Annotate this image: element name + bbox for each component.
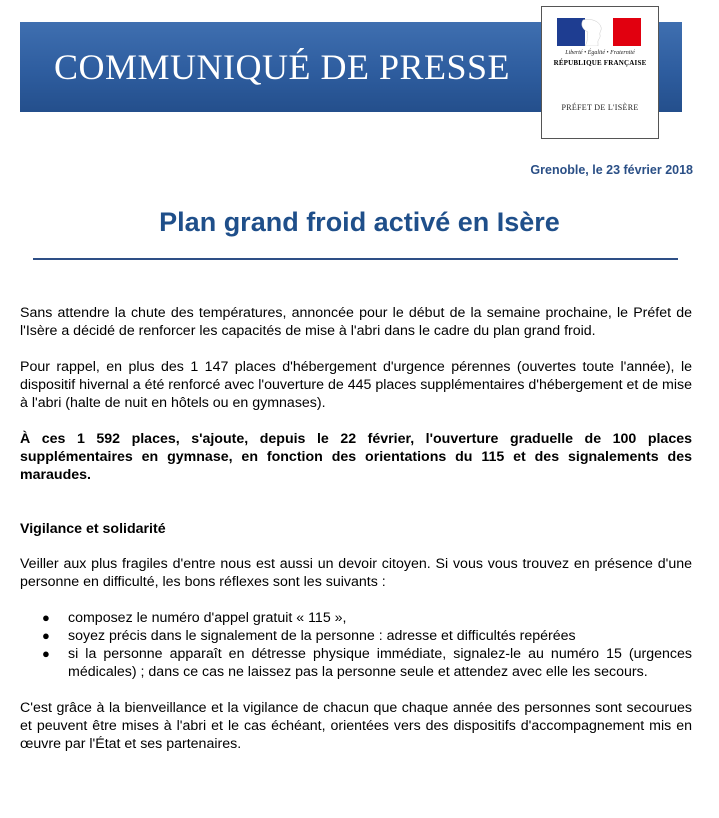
list-item-text: composez le numéro d'appel gratuit « 115 », [68,610,347,626]
paragraph-conclusion: C'est grâce à la bienveillance et la vigilance de chacun que chaque année des personnes sont secourues et peuvent être mises à l'abri et le cas échéant, orientées vers des dispositifs d'accompagnement mis en œuvre par l'État et ses partenaires. [20,700,692,752]
paragraph-intro: Sans attendre la chute des températures, annoncée pour le début de la semaine prochaine, le Préfet de l'Isère a décidé de renforcer les capacités de mise à l'abri dans le cadre du plan grand froid. [20,305,692,339]
bullet-icon: ● [42,646,50,661]
section-heading: Vigilance et solidarité [20,521,166,537]
list-item [20,645,692,681]
tricolor-flag-icon [557,18,641,46]
press-date: Grenoble, le 23 février 2018 [530,163,693,177]
marianne-logo-block [541,6,659,139]
press-body [20,304,692,753]
list-item [20,609,692,627]
paragraph-reminder: Pour rappel, en plus des 1 147 places d'hébergement d'urgence pérennes (ouvertes toute l'année), le dispositif hivernal a été renforcé avec l'ouverture de 445 places supplémentaires d'hébergement et de mise à l'abri (halte de nuit en hôtels ou en gymnases). [20,359,692,411]
reflex-list [20,609,692,681]
bullet-icon: ● [42,610,50,625]
bullet-icon: ● [42,628,50,643]
page-title: Plan grand froid activé en Isère [159,207,560,237]
paragraph-vigilance: Veiller aux plus fragiles d'entre nous est aussi un devoir citoyen. Si vous vous trouvez en présence d'une personne en difficulté, les bons réflexes sont les suivants : [20,556,692,590]
title-divider [33,258,678,260]
republic-motto: Liberté • Égalité • Fraternité [565,50,635,56]
list-item-text: soyez précis dans le signalement de la personne : adresse et difficultés repérées [68,628,576,644]
paragraph-highlight: À ces 1 592 places, s'ajoute, depuis le 22 février, l'ouverture graduelle de 100 places supplémentaires en gymnase, en fonction des orientations du 115 et des signalements des maraudes. [20,431,692,483]
republic-name: RÉPUBLIQUE FRANÇAISE [553,59,647,67]
banner-title: COMMUNIQUÉ DE PRESSE [54,47,511,87]
marianne-profile-icon [577,18,617,46]
list-item [20,627,692,645]
issuer-name: PRÉFET DE L'ISÈRE [561,103,639,112]
list-item-text: si la personne apparaît en détresse physique immédiate, signalez-le au numéro 15 (urgences médicales) ; dans ce cas ne laissez pas la personne seule et attendez avec elle les secours. [68,646,692,680]
